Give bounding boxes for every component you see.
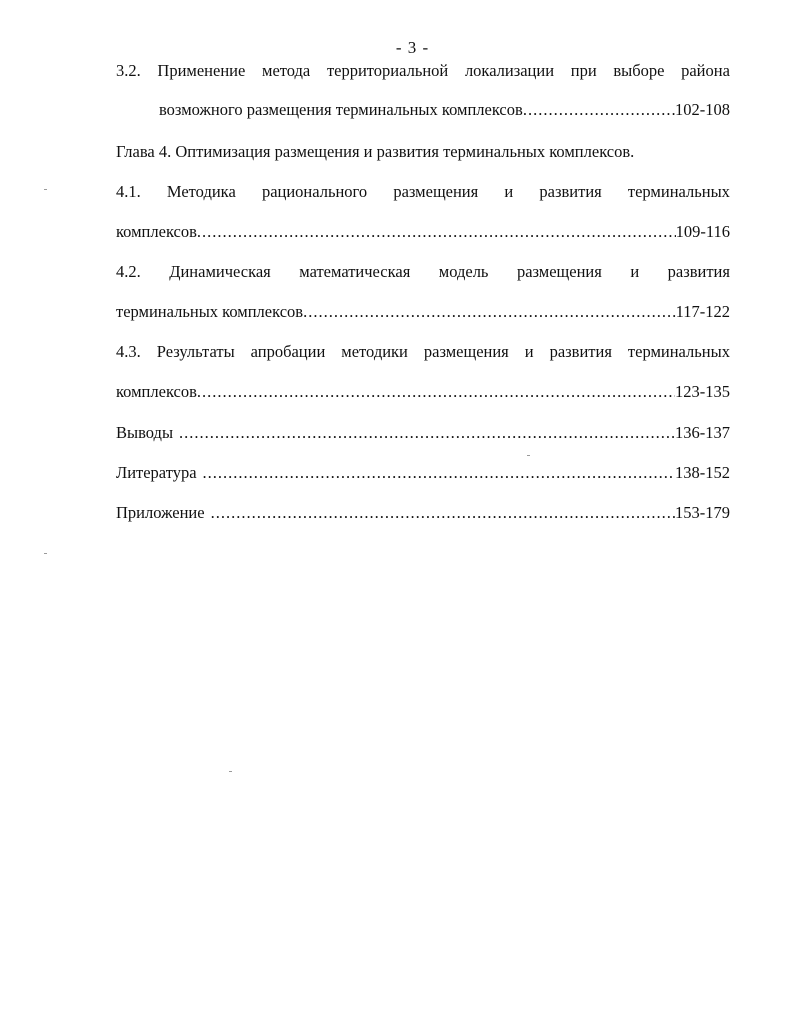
dot-leader bbox=[179, 423, 675, 443]
toc-word: метода bbox=[262, 61, 311, 80]
scan-speck bbox=[44, 189, 47, 190]
toc-word: 4.3. bbox=[116, 342, 141, 361]
toc-entry-title: Приложение bbox=[116, 503, 205, 522]
toc-word: размещения bbox=[393, 182, 479, 201]
scan-speck bbox=[527, 455, 530, 456]
toc-word: развития bbox=[667, 262, 730, 281]
dot-leader bbox=[523, 100, 675, 120]
toc-entry-3-2-line2 bbox=[159, 100, 730, 120]
toc-entry-title: возможного размещения терминальных комплексов bbox=[159, 100, 523, 119]
page-number: - 3 - bbox=[395, 38, 430, 57]
toc-word: и bbox=[630, 262, 640, 281]
scan-speck bbox=[229, 771, 232, 772]
toc-page-range: 136-137 bbox=[675, 423, 730, 442]
toc-entry-4-3-line1 bbox=[116, 342, 730, 362]
toc-entry-title: Выводы bbox=[116, 423, 174, 442]
toc-word: 4.1. bbox=[116, 182, 141, 201]
toc-word: Результаты bbox=[156, 342, 235, 361]
toc-page-range: 117-122 bbox=[675, 302, 730, 321]
toc-word: размещения bbox=[423, 342, 509, 361]
toc-page-range: 109-116 bbox=[675, 222, 730, 241]
dot-leader bbox=[197, 222, 676, 242]
toc-entry-title: терминальных комплексов bbox=[116, 302, 304, 321]
toc-word: математическая bbox=[299, 262, 411, 281]
dot-leader bbox=[211, 503, 675, 523]
toc-word: развития bbox=[549, 342, 612, 361]
toc-entry-title: Литература bbox=[116, 463, 197, 482]
toc-word: района bbox=[681, 61, 730, 80]
toc-page-range: 102-108 bbox=[675, 100, 730, 119]
toc-word: терминальных bbox=[627, 342, 730, 361]
toc-word: рационального bbox=[261, 182, 368, 201]
toc-word: модель bbox=[438, 262, 489, 281]
toc-word: методики bbox=[341, 342, 408, 361]
scan-speck bbox=[44, 553, 47, 554]
toc-word: размещения bbox=[516, 262, 602, 281]
toc-word: при bbox=[570, 61, 597, 80]
toc-word: апробации bbox=[250, 342, 326, 361]
toc-word: 3.2. bbox=[116, 61, 141, 80]
toc-entry-title: комплексов bbox=[116, 382, 197, 401]
toc-word: 4.2. bbox=[116, 262, 141, 281]
toc-word: и bbox=[524, 342, 534, 361]
dot-leader bbox=[197, 382, 675, 402]
toc-entry-3-2-line1 bbox=[116, 61, 730, 81]
toc-entry-appendix bbox=[116, 503, 730, 523]
toc-page-range: 138-152 bbox=[675, 463, 730, 482]
toc-entry-4-3-line2 bbox=[116, 382, 730, 402]
toc-word: Динамическая bbox=[169, 262, 271, 281]
toc-word: выборе bbox=[613, 61, 665, 80]
toc-word: Методика bbox=[166, 182, 236, 201]
toc-word: Применение bbox=[157, 61, 246, 80]
toc-word: развития bbox=[539, 182, 602, 201]
toc-entry-4-2-line2 bbox=[116, 302, 730, 322]
toc-entry-4-2-line1 bbox=[116, 262, 730, 282]
dot-leader bbox=[303, 302, 676, 322]
chapter-4-heading: Глава 4. Оптимизация размещения и развития терминальных комплексов. bbox=[116, 142, 635, 161]
toc-page-range: 123-135 bbox=[675, 382, 730, 401]
toc-entry-literature bbox=[116, 463, 730, 483]
toc-entry-title: комплексов bbox=[116, 222, 197, 241]
toc-word: локализации bbox=[464, 61, 555, 80]
toc-entry-4-1-line1 bbox=[116, 182, 730, 202]
toc-word: терминальных bbox=[627, 182, 730, 201]
toc-page-range: 153-179 bbox=[675, 503, 730, 522]
toc-word: и bbox=[504, 182, 514, 201]
toc-word: территориальной bbox=[326, 61, 449, 80]
dot-leader bbox=[203, 463, 675, 483]
toc-entry-4-1-line2 bbox=[116, 222, 730, 242]
toc-entry-conclusions bbox=[116, 423, 730, 443]
